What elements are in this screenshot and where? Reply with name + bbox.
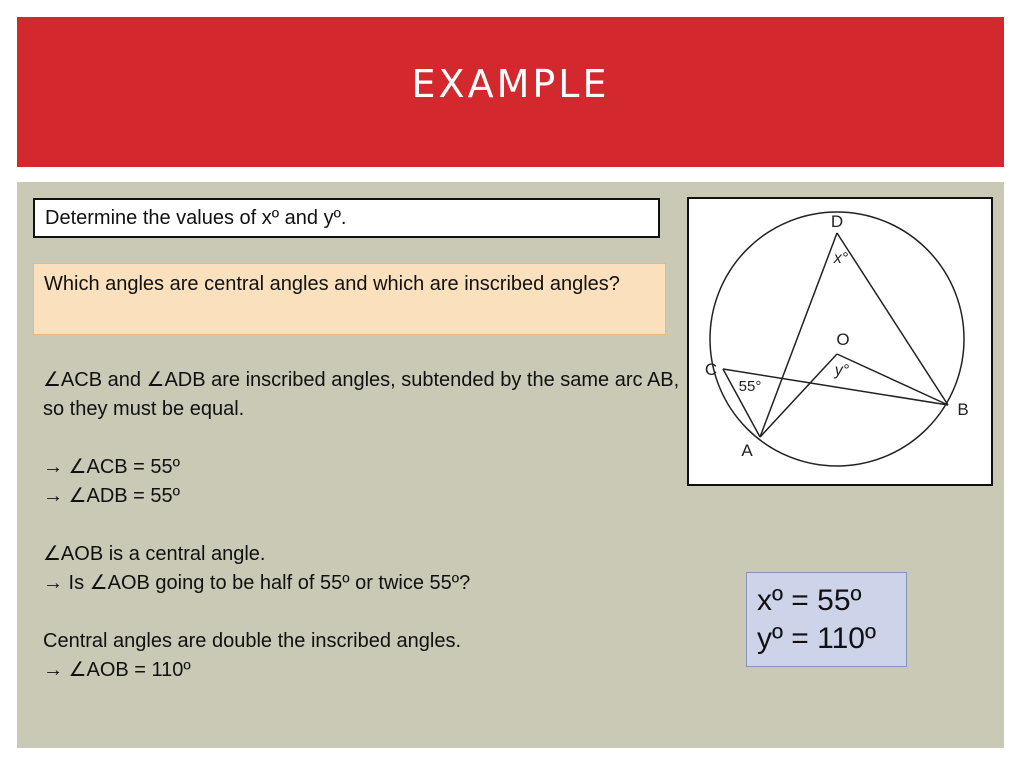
answer-box — [746, 572, 907, 667]
explanation-line: → Is ∠AOB going to be half of 55º or twice 55º? — [43, 572, 471, 594]
circle-diagram-svg — [689, 199, 991, 484]
explanation-line: ∠AOB is a central angle. — [43, 543, 266, 565]
label-a: A — [741, 441, 753, 460]
explanation-line: Central angles are double the inscribed angles. — [43, 630, 462, 652]
answer-x: xº = 55º — [757, 584, 862, 617]
chord-da — [760, 233, 837, 437]
angle-c-label: 55° — [738, 378, 762, 395]
angle-x-label: x° — [833, 250, 849, 267]
slide-title: EXAMPLE — [411, 62, 610, 106]
label-b: B — [957, 400, 969, 419]
label-d: D — [830, 212, 844, 231]
label-c: C — [704, 360, 718, 379]
circle-diagram — [687, 197, 993, 486]
question-box: Determine the values of xº and yº. — [33, 198, 660, 238]
explanation-line: ∠ACB and ∠ADB are inscribed angles, subtended by the same arc AB, so they must be equal. — [43, 369, 680, 420]
explanation-line: → ∠ACB = 55º — [43, 456, 180, 478]
answer-y: yº = 110º — [757, 622, 876, 655]
label-o: O — [836, 330, 850, 349]
prompt-box: Which angles are central angles and which are inscribed angles? — [33, 263, 666, 335]
angle-y-label: y° — [834, 362, 850, 379]
explanation-text — [43, 366, 683, 685]
explanation-line: → ∠AOB = 110º — [43, 659, 191, 681]
radius-oa — [760, 354, 837, 437]
explanation-line: → ∠ADB = 55º — [43, 485, 180, 507]
